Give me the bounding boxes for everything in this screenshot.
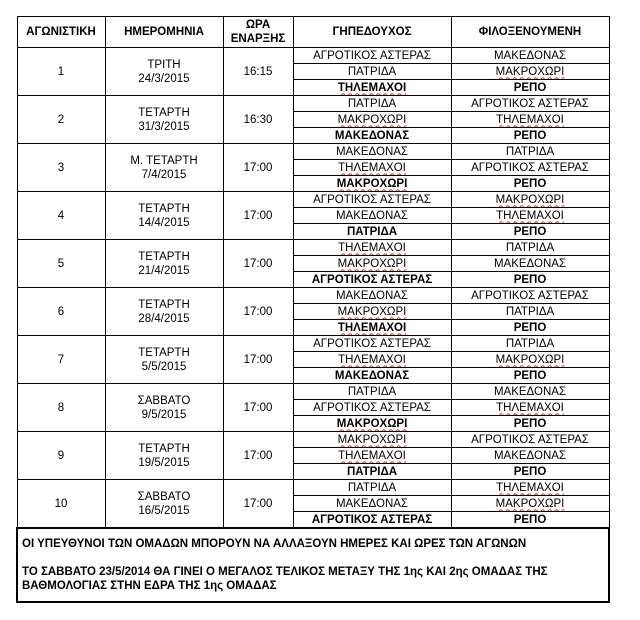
away-team-name: ΡΕΠΟ — [513, 129, 547, 142]
game-row — [17, 384, 609, 400]
round-date — [105, 288, 223, 336]
home-team — [293, 144, 451, 160]
away-team-name: ΡΕΠΟ — [513, 369, 547, 382]
home-team — [293, 96, 451, 112]
round-number: 10 — [17, 480, 105, 529]
round-date — [105, 144, 223, 192]
away-team-name: ΜΑΚΡΟΧΩΡΙ — [495, 193, 565, 206]
game-row — [17, 48, 609, 64]
away-team — [451, 192, 609, 208]
round-number: 8 — [17, 384, 105, 432]
round-date — [105, 480, 223, 529]
home-team-name: ΠΑΤΡΙΔΑ — [346, 225, 398, 238]
round-date-value: 24/3/2015 — [138, 72, 190, 85]
notes-cell — [17, 528, 609, 602]
away-team-name: ΡΕΠΟ — [513, 513, 547, 526]
home-team — [293, 64, 451, 80]
home-team-name: ΜΑΚΡΟΧΩΡΙ — [336, 417, 408, 430]
round-day: ΣΑΒΒΑΤΟ — [137, 394, 191, 407]
away-team-name: ΤΗΛΕΜΑΧΟΙ — [496, 113, 564, 126]
round-day: ΣΑΒΒΑΤΟ — [137, 490, 191, 503]
away-team — [451, 224, 609, 240]
round-date-value: 7/4/2015 — [141, 168, 187, 181]
home-team — [293, 240, 451, 256]
away-team-name: ΡΕΠΟ — [513, 177, 547, 190]
home-team-name: ΜΑΚΕΔΟΝΑΣ — [335, 289, 409, 302]
home-team — [293, 128, 451, 144]
round-date-value: 21/4/2015 — [138, 264, 190, 277]
round-number: 4 — [17, 192, 105, 240]
round-day: Μ. ΤΕΤΑΡΤΗ — [130, 154, 198, 167]
away-team-name: ΠΑΤΡΙΔΑ — [505, 241, 555, 254]
home-team — [293, 192, 451, 208]
away-team-name: ΤΗΛΕΜΑΧΟΙ — [496, 401, 564, 414]
home-team — [293, 400, 451, 416]
home-team — [293, 272, 451, 288]
home-team-name: ΑΓΡΟΤΙΚΟΣ ΑΣΤΕΡΑΣ — [313, 193, 431, 206]
round-date — [105, 48, 223, 96]
round-day: ΤΕΤΑΡΤΗ — [138, 106, 190, 119]
home-team — [293, 480, 451, 496]
header-row — [17, 17, 609, 48]
round-date-value: 5/5/2015 — [141, 360, 187, 373]
home-team-name: ΑΓΡΟΤΙΚΟΣ ΑΣΤΕΡΑΣ — [311, 513, 433, 526]
home-team-name: ΜΑΚΡΟΧΩΡΙ — [337, 113, 407, 126]
round-date-value: 28/4/2015 — [138, 312, 190, 325]
round-date — [105, 96, 223, 144]
game-row — [17, 96, 609, 112]
round-number: 9 — [17, 432, 105, 480]
away-team — [451, 496, 609, 512]
away-team — [451, 160, 609, 176]
schedule-table — [16, 16, 610, 603]
header-round: ΑΓΩΝΙΣΤΙΚΗ — [17, 17, 105, 48]
home-team — [293, 160, 451, 176]
away-team — [451, 448, 609, 464]
home-team — [293, 224, 451, 240]
home-team — [293, 512, 451, 529]
home-team-name: ΜΑΚΡΟΧΩΡΙ — [337, 257, 407, 270]
round-day: ΤΕΤΑΡΤΗ — [138, 298, 190, 311]
away-team — [451, 288, 609, 304]
note-line-1: ΟΙ ΥΠΕΥΘΥΝΟΙ ΤΩΝ ΟΜΑΔΩΝ ΜΠΟΡΟΥΝ ΝΑ ΑΛΛΑΞΟΥΝ ΗΜΕΡΕΣ ΚΑΙ ΩΡΕΣ ΤΩΝ ΑΓΩΝΩΝ — [22, 538, 527, 550]
away-team — [451, 480, 609, 496]
game-row — [17, 480, 609, 496]
away-team-name: ΜΑΚΡΟΧΩΡΙ — [495, 353, 565, 366]
away-team-name: ΜΑΚΕΔΟΝΑΣ — [493, 385, 567, 398]
home-team-name: ΜΑΚΕΔΟΝΑΣ — [334, 129, 410, 142]
home-team-name: ΠΑΤΡΙΔΑ — [347, 481, 397, 494]
round-date — [105, 192, 223, 240]
away-team-name: ΡΕΠΟ — [513, 273, 547, 286]
home-team — [293, 416, 451, 432]
away-team — [451, 512, 609, 529]
away-team — [451, 256, 609, 272]
home-team — [293, 288, 451, 304]
away-team — [451, 384, 609, 400]
round-time: 16:15 — [223, 48, 293, 96]
round-number: 5 — [17, 240, 105, 288]
away-team-name: ΜΑΚΕΔΟΝΑΣ — [493, 49, 567, 62]
home-team — [293, 368, 451, 384]
notes-row — [17, 528, 609, 602]
home-team — [293, 464, 451, 480]
note-line-2: ΤΟ ΣΑΒΒΑΤΟ 23/5/2014 ΘΑ ΓΙΝΕΙ Ο ΜΕΓΑΛΟΣ ΤΕΛΙΚΟΣ ΜΕΤΑΞΥ ΤΗΣ 1ης ΚΑΙ 2ης ΟΜΑΔΑΣ ΤΗΣ — [22, 566, 548, 578]
home-team-name: ΑΓΡΟΤΙΚΟΣ ΑΣΤΕΡΑΣ — [313, 337, 431, 350]
away-team — [451, 176, 609, 192]
home-team-name: ΤΗΛΕΜΑΧΟΙ — [338, 449, 406, 462]
away-team — [451, 432, 609, 448]
home-team-name: ΜΑΚΡΟΧΩΡΙ — [337, 433, 407, 446]
round-time: 17:00 — [223, 336, 293, 384]
header-date: ΗΜΕΡΟΜΗΝΙΑ — [105, 17, 223, 48]
round-date-value: 16/5/2015 — [138, 504, 190, 517]
away-team — [451, 80, 609, 96]
round-day: ΤΕΤΑΡΤΗ — [138, 202, 190, 215]
away-team — [451, 336, 609, 352]
away-team — [451, 128, 609, 144]
round-day: ΤΕΤΑΡΤΗ — [138, 442, 190, 455]
home-team — [293, 448, 451, 464]
away-team — [451, 48, 609, 64]
away-team-name: ΤΗΛΕΜΑΧΟΙ — [496, 481, 564, 494]
away-team — [451, 352, 609, 368]
home-team-name: ΑΓΡΟΤΙΚΟΣ ΑΣΤΕΡΑΣ — [313, 401, 431, 414]
away-team — [451, 400, 609, 416]
away-team — [451, 272, 609, 288]
away-team — [451, 368, 609, 384]
header-away: ΦΙΛΟΞΕΝΟΥΜΕΝΗ — [451, 17, 609, 48]
schedule-body — [17, 48, 609, 529]
away-team — [451, 112, 609, 128]
round-time: 17:00 — [223, 192, 293, 240]
header-time — [223, 17, 293, 48]
header-time-line2: ΕΝΑΡΞΗΣ — [230, 33, 286, 45]
round-time: 17:00 — [223, 480, 293, 529]
note-line-3: ΒΑΘΜΟΛΟΓΙΑΣ ΣΤΗΝ ΕΔΡΑ ΤΗΣ 1ης ΟΜΑΔΑΣ — [22, 580, 277, 592]
home-team-name: ΜΑΚΕΔΟΝΑΣ — [334, 369, 410, 382]
away-team-name: ΜΑΚΡΟΧΩΡΙ — [495, 497, 565, 510]
home-team — [293, 384, 451, 400]
round-day: ΤΡΙΤΗ — [147, 58, 181, 71]
away-team-name: ΡΕΠΟ — [513, 81, 547, 94]
round-time: 17:00 — [223, 384, 293, 432]
home-team — [293, 432, 451, 448]
home-team — [293, 112, 451, 128]
away-team-name: ΑΓΡΟΤΙΚΟΣ ΑΣΤΕΡΑΣ — [471, 289, 589, 302]
round-day: ΤΕΤΑΡΤΗ — [138, 346, 190, 359]
away-team-name: ΜΑΚΡΟΧΩΡΙ — [495, 65, 565, 78]
round-day: ΤΕΤΑΡΤΗ — [138, 250, 190, 263]
round-date — [105, 240, 223, 288]
home-team-name: ΠΑΤΡΙΔΑ — [347, 385, 397, 398]
home-team-name: ΜΑΚΡΟΧΩΡΙ — [337, 305, 407, 318]
round-time: 17:00 — [223, 240, 293, 288]
round-time: 17:00 — [223, 288, 293, 336]
away-team-name: ΑΓΡΟΤΙΚΟΣ ΑΣΤΕΡΑΣ — [471, 97, 589, 110]
home-team-name: ΜΑΚΕΔΟΝΑΣ — [335, 145, 409, 158]
header-time-line1: ΩΡΑ — [245, 19, 271, 31]
away-team — [451, 304, 609, 320]
round-number: 2 — [17, 96, 105, 144]
home-team-name: ΤΗΛΕΜΑΧΟΙ — [338, 241, 406, 254]
schedule-document — [16, 16, 608, 603]
game-row — [17, 336, 609, 352]
home-team-name: ΤΗΛΕΜΑΧΟΙ — [338, 353, 406, 366]
away-team-name: ΡΕΠΟ — [513, 225, 547, 238]
away-team — [451, 416, 609, 432]
game-row — [17, 240, 609, 256]
game-row — [17, 144, 609, 160]
round-time: 16:30 — [223, 96, 293, 144]
round-date — [105, 384, 223, 432]
away-team-name: ΜΑΚΕΔΟΝΑΣ — [493, 449, 567, 462]
round-date — [105, 432, 223, 480]
header-home: ΓΗΠΕΔΟΥΧΟΣ — [293, 17, 451, 48]
home-team — [293, 336, 451, 352]
away-team-name: ΠΑΤΡΙΔΑ — [505, 305, 555, 318]
game-row — [17, 192, 609, 208]
home-team-name: ΠΑΤΡΙΔΑ — [347, 65, 397, 78]
round-time: 17:00 — [223, 144, 293, 192]
round-number: 7 — [17, 336, 105, 384]
away-team — [451, 464, 609, 480]
away-team — [451, 64, 609, 80]
away-team-name: ΑΓΡΟΤΙΚΟΣ ΑΣΤΕΡΑΣ — [471, 161, 589, 174]
home-team — [293, 496, 451, 512]
away-team-name: ΡΕΠΟ — [513, 321, 547, 334]
home-team — [293, 208, 451, 224]
away-team — [451, 240, 609, 256]
home-team-name: ΤΗΛΕΜΑΧΟΙ — [337, 81, 407, 94]
home-team-name: ΑΓΡΟΤΙΚΟΣ ΑΣΤΕΡΑΣ — [313, 49, 431, 62]
away-team-name: ΑΓΡΟΤΙΚΟΣ ΑΣΤΕΡΑΣ — [471, 433, 589, 446]
home-team-name: ΜΑΚΡΟΧΩΡΙ — [336, 177, 408, 190]
home-team — [293, 48, 451, 64]
home-team — [293, 352, 451, 368]
home-team — [293, 256, 451, 272]
away-team-name: ΤΗΛΕΜΑΧΟΙ — [496, 209, 564, 222]
round-date-value: 31/3/2015 — [138, 120, 190, 133]
home-team-name: ΜΑΚΕΔΟΝΑΣ — [335, 209, 409, 222]
round-number: 1 — [17, 48, 105, 96]
home-team-name: ΤΗΛΕΜΑΧΟΙ — [337, 321, 407, 334]
home-team-name: ΠΑΤΡΙΔΑ — [347, 97, 397, 110]
round-date-value: 14/4/2015 — [138, 216, 190, 229]
away-team-name: ΡΕΠΟ — [513, 417, 547, 430]
home-team-name: ΤΗΛΕΜΑΧΟΙ — [338, 161, 406, 174]
home-team-name: ΠΑΤΡΙΔΑ — [346, 465, 398, 478]
game-row — [17, 288, 609, 304]
round-date — [105, 336, 223, 384]
home-team — [293, 320, 451, 336]
away-team — [451, 208, 609, 224]
round-number: 6 — [17, 288, 105, 336]
home-team — [293, 80, 451, 96]
round-date-value: 19/5/2015 — [138, 456, 190, 469]
home-team-name: ΑΓΡΟΤΙΚΟΣ ΑΣΤΕΡΑΣ — [311, 273, 433, 286]
round-date-value: 9/5/2015 — [141, 408, 187, 421]
away-team — [451, 320, 609, 336]
away-team-name: ΠΑΤΡΙΔΑ — [505, 337, 555, 350]
home-team — [293, 176, 451, 192]
away-team-name: ΠΑΤΡΙΔΑ — [505, 145, 555, 158]
game-row — [17, 432, 609, 448]
away-team-name: ΜΑΚΕΔΟΝΑΣ — [493, 257, 567, 270]
home-team — [293, 304, 451, 320]
round-number: 3 — [17, 144, 105, 192]
round-time: 17:00 — [223, 432, 293, 480]
away-team — [451, 96, 609, 112]
away-team-name: ΡΕΠΟ — [513, 465, 547, 478]
away-team — [451, 144, 609, 160]
home-team-name: ΜΑΚΕΔΟΝΑΣ — [335, 497, 409, 510]
